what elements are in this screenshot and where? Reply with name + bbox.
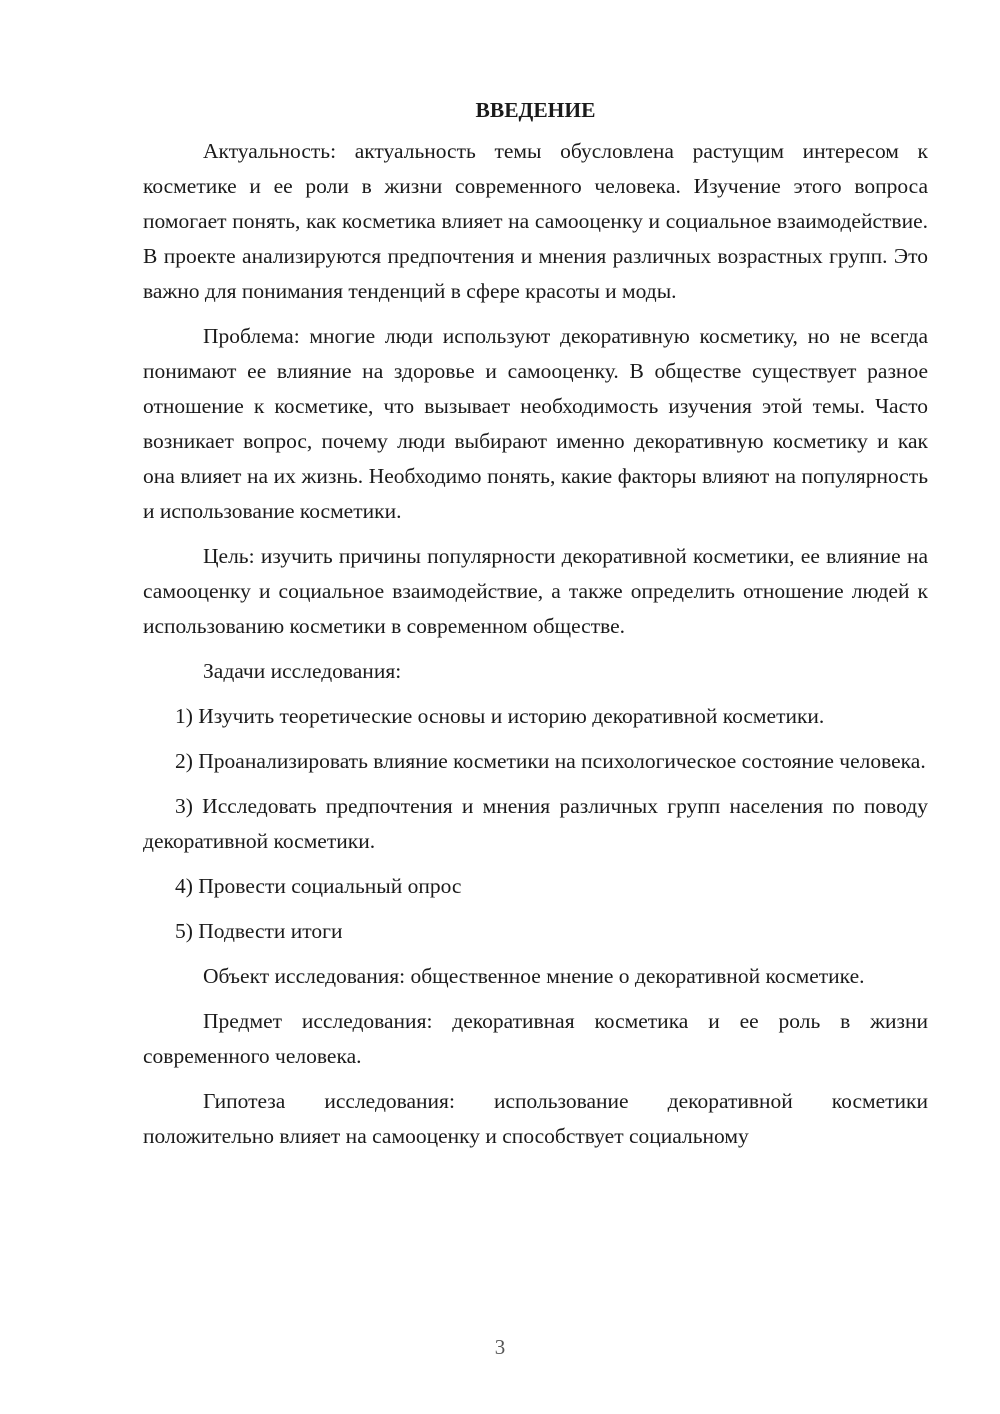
section-title: ВВЕДЕНИЕ <box>475 98 596 122</box>
paragraph-hypothesis: Гипотеза исследования: использование декоративной косметики положительно влияет на самооценку и способствует социальному <box>143 1089 928 1148</box>
paragraph-subject: Предмет исследования: декоративная косметика и ее роль в жизни современного человека. <box>143 1009 928 1068</box>
page-content <box>143 93 928 1164</box>
page-number: 3 <box>494 1335 506 1359</box>
paragraph-object: Объект исследования: общественное мнение о декоративной косметике. <box>203 964 865 988</box>
task-item-5: 5) Подвести итоги <box>175 919 343 943</box>
paragraph-problem: Проблема: многие люди используют декоративную косметику, но не всегда понимают ее влияние на здоровье и самооценку. В обществе существует разное отношение к косметике, что вызывает необходимость изучения этой темы. Часто возникает вопрос, почему люди выбирают именно декоративную косметику и как она влияет на их жизнь. Необходимо понять, какие факторы влияют на популярность и использование косметики. <box>143 324 928 523</box>
paragraph-tasks-heading: Задачи исследования: <box>203 659 402 683</box>
task-item-2: 2) Проанализировать влияние косметики на психологическое состояние человека. <box>175 749 926 773</box>
task-item-3: 3) Исследовать предпочтения и мнения различных групп населения по поводу декоративной косметики. <box>143 794 928 853</box>
paragraph-goal: Цель: изучить причины популярности декоративной косметики, ее влияние на самооценку и социальное взаимодействие, а также определить отношение людей к использованию косметики в современном обществе. <box>143 544 928 638</box>
paragraph-relevance: Актуальность: актуальность темы обусловлена растущим интересом к косметике и ее роли в жизни современного человека. Изучение этого вопроса помогает понять, как косметика влияет на самооценку и социальное взаимодействие. В проекте анализируются предпочтения и мнения различных возрастных групп. Это важно для понимания тенденций в сфере красоты и моды. <box>143 139 928 303</box>
task-item-4: 4) Провести социальный опрос <box>175 874 462 898</box>
task-item-1: 1) Изучить теоретические основы и историю декоративной косметики. <box>175 704 825 728</box>
